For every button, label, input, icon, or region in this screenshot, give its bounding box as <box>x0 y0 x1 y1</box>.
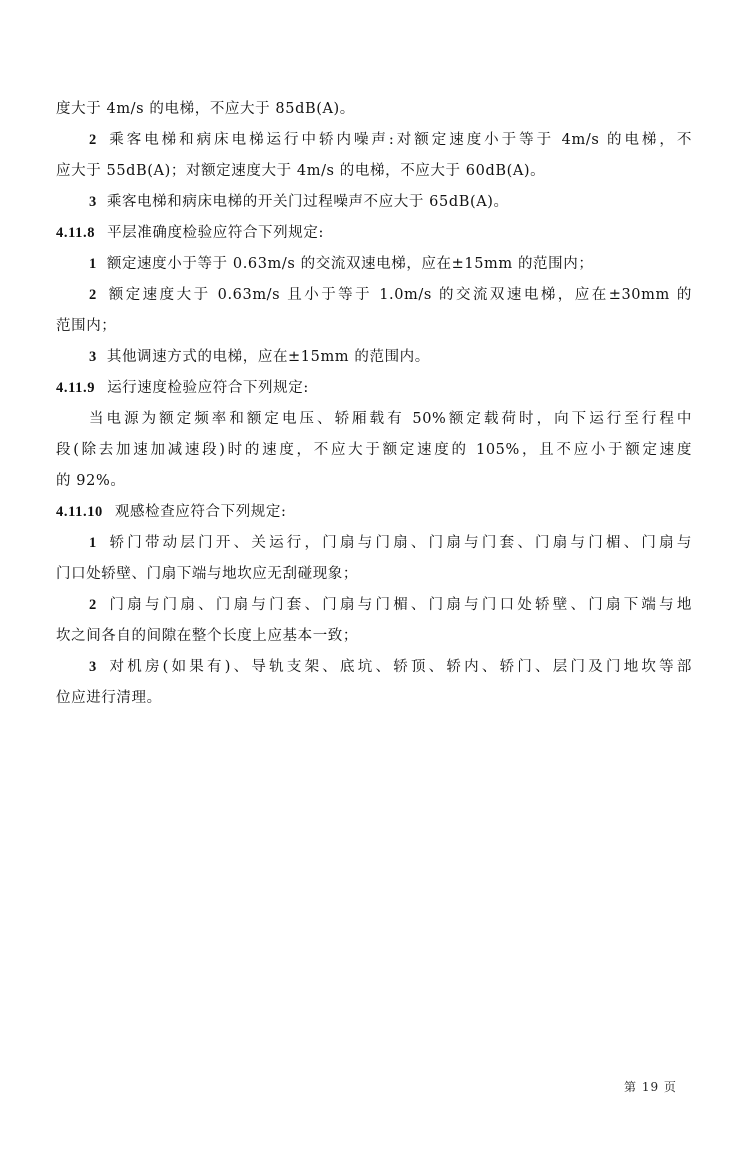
item-text: 额定速度小于等于 0.63m/s 的交流双速电梯，应在±15mm 的范围内； <box>106 256 594 272</box>
clause-number: 4.11.8 <box>56 225 96 241</box>
list-item <box>56 342 692 373</box>
item-text: 对机房(如果有)、导轨支架、底坑、轿顶、轿内、轿门、层门及门地坎等部 <box>106 659 692 675</box>
page-number: 第 19 页 <box>624 1080 677 1094</box>
clause-number: 4.11.10 <box>56 504 103 520</box>
text-line: 位应进行清理。 <box>56 690 162 706</box>
item-text: 轿门带动层门开、关运行，门扇与门扇、门扇与门套、门扇与门楣、门扇与 <box>106 535 692 551</box>
clause-title: 平层准确度检验应符合下列规定: <box>107 225 324 241</box>
document-body <box>56 94 692 714</box>
text-line: 坎之间各自的间隙在整个长度上应基本一致； <box>56 628 358 644</box>
item-text: 门扇与门扇、门扇与门套、门扇与门楣、门扇与门口处轿壁、门扇下端与地 <box>106 597 692 613</box>
item-number: 3 <box>89 194 97 210</box>
list-item <box>56 652 692 683</box>
list-item <box>56 280 692 311</box>
clause-heading <box>56 218 692 249</box>
item-text: 额定速度大于 0.63m/s 且小于等于 1.0m/s 的交流双速电梯，应在±30mm 的 <box>106 287 692 303</box>
item-number: 2 <box>89 597 97 613</box>
item-number: 2 <box>89 132 97 148</box>
item-number: 2 <box>89 287 97 303</box>
item-number: 1 <box>89 256 97 272</box>
list-item <box>56 590 692 621</box>
list-item <box>56 528 692 559</box>
text-line: 度大于 4m/s 的电梯，不应大于 85dB(A)。 <box>56 101 355 117</box>
item-number: 1 <box>89 535 97 551</box>
text-line: 应大于 55dB(A)；对额定速度大于 4m/s 的电梯，不应大于 60dB(A)。 <box>56 163 546 179</box>
clause-title: 运行速度检验应符合下列规定: <box>107 380 309 396</box>
list-item <box>56 249 692 280</box>
paragraph-line: 当电源为额定频率和额定电压、轿厢载有 50%额定载荷时，向下运行至行程中 <box>89 411 692 427</box>
item-text: 乘客电梯和病床电梯的开关门过程噪声不应大于 65dB(A)。 <box>106 194 509 210</box>
clause-number: 4.11.9 <box>56 380 96 396</box>
clause-title: 观感检查应符合下列规定: <box>114 504 287 520</box>
clause-heading <box>56 497 692 528</box>
text-line: 范围内； <box>56 318 117 334</box>
item-text: 其他调速方式的电梯，应在±15mm 的范围内。 <box>106 349 430 365</box>
item-number: 3 <box>89 349 97 365</box>
item-text: 乘客电梯和病床电梯运行中轿内噪声:对额定速度小于等于 4m/s 的电梯，不 <box>106 132 692 148</box>
clause-heading <box>56 373 692 404</box>
paragraph-line: 段(除去加速加减速段)时的速度，不应大于额定速度的 105%，且不应小于额定速度 <box>56 442 692 458</box>
item-number: 3 <box>89 659 97 675</box>
paragraph-line: 的 92%。 <box>56 473 126 489</box>
list-item <box>56 125 692 156</box>
list-item <box>56 187 692 218</box>
text-line: 门口处轿壁、门扇下端与地坎应无刮碰现象； <box>56 566 358 582</box>
